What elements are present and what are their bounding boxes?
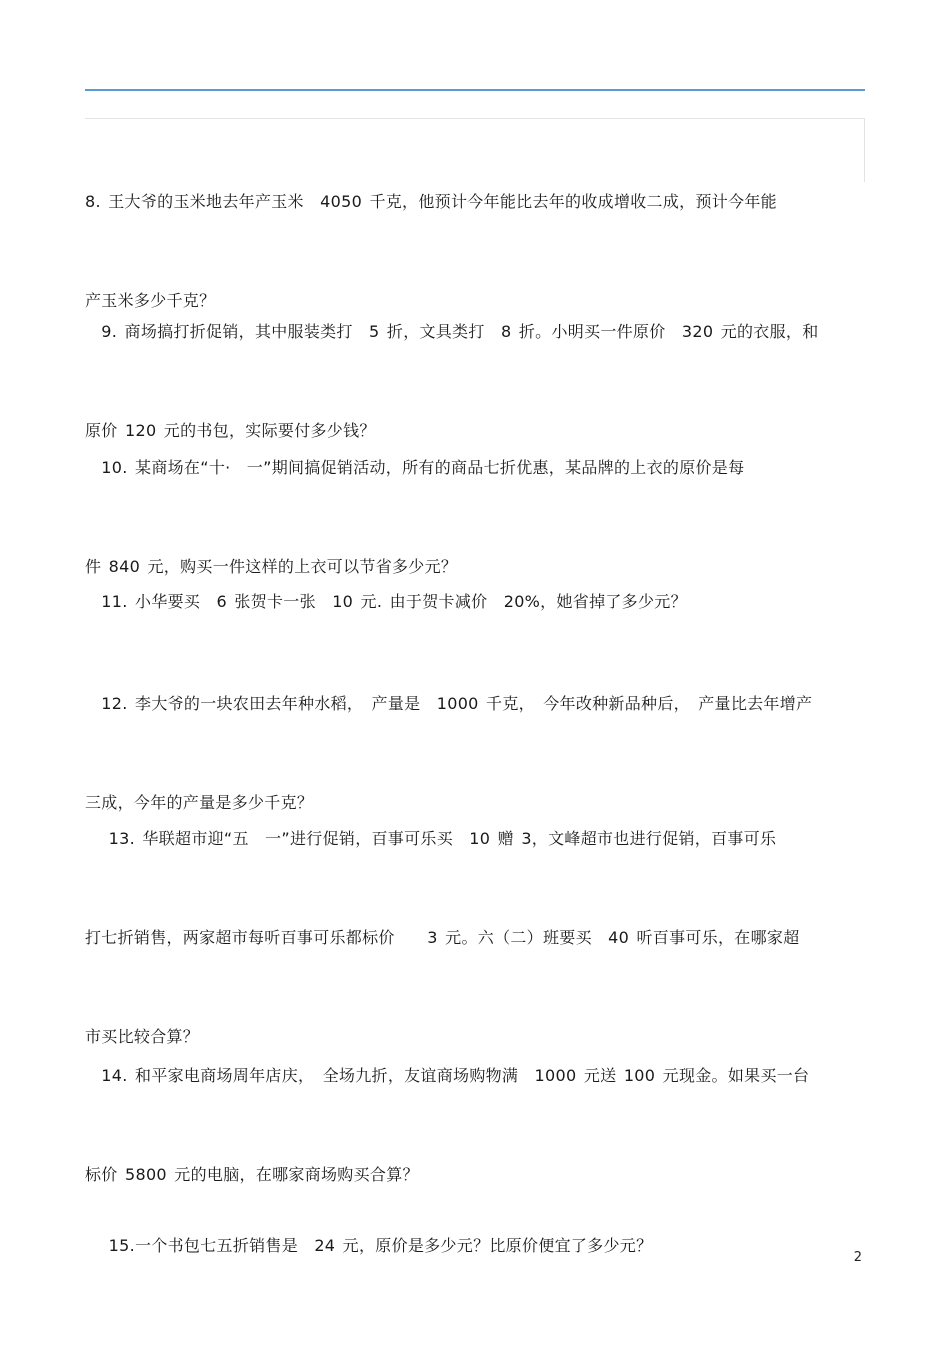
question-8-line-2: 产玉米多少千克？: [85, 291, 216, 310]
header-rule: [85, 89, 865, 91]
question-9-line-2: 原价 120 元的书包，实际要付多少钱？: [85, 421, 376, 440]
question-12-line-2: 三成，今年的产量是多少千克？: [85, 793, 314, 812]
question-15: [85, 1163, 865, 1295]
question-11-line-1: 11. 小华要买 6 张贺卡一张 10 元. 由于贺卡减价 20%，她省掉了多少元？: [85, 592, 687, 611]
question-14-line-2: 标价 5800 元的电脑，在哪家商场购买合算？: [85, 1165, 419, 1184]
question-15-line-1: 15.一个书包七五折销售是 24 元，原价是多少元？比原价便宜了多少元？: [85, 1236, 653, 1255]
question-9-line-1: 9. 商场搞打折促销，其中服装类打 5 折，文具类打 8 折。小明买一件原价 320 元的衣服，和: [85, 322, 819, 341]
question-14-line-1: 14. 和平家电商场周年店庆， 全场九折，友谊商场购物满 1000 元送 100 元现金。如果买一台: [85, 1066, 810, 1085]
question-13-line-3: 市买比较合算？: [85, 1027, 200, 1046]
question-13-line-1: 13. 华联超市迎“五 一”进行促销，百事可乐买 10 赠 3，文峰超市也进行促销，百事可乐: [85, 829, 777, 848]
question-10-line-2: 件 840 元，购买一件这样的上衣可以节省多少元？: [85, 557, 458, 576]
question-10-line-1: 10. 某商场在“十· 一”期间搞促销活动，所有的商品七折优惠，某品牌的上衣的原价是每: [85, 458, 745, 477]
question-13-line-2: 打七折销售，两家超市每听百事可乐都标价 3 元。六（二）班要买 40 听百事可乐，在哪家超: [85, 928, 800, 947]
question-12-line-1: 12. 李大爷的一块农田去年种水稻， 产量是 1000 千克， 今年改种新品种后， 产量比去年增产: [85, 694, 813, 713]
question-8-line-1: 8. 王大爷的玉米地去年产玉米 4050 千克，他预计今年能比去年的收成增收二成，预计今年能: [85, 192, 777, 211]
page-number: 2: [853, 1250, 862, 1265]
